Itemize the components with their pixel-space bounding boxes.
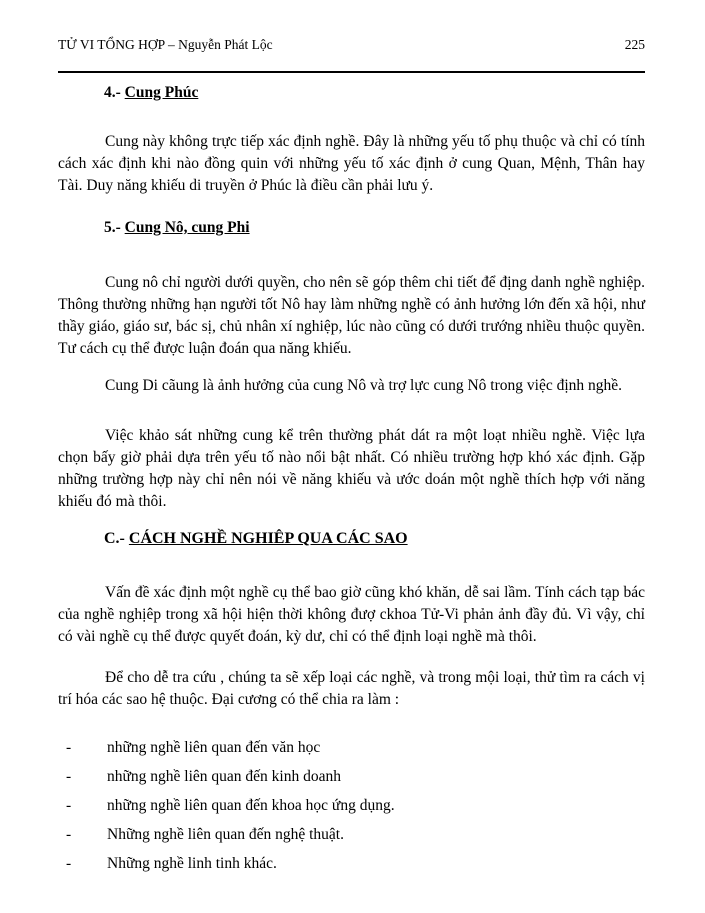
list-item-text: những nghề liên quan đến kinh doanh [107,768,341,785]
heading-number: C.- [104,530,125,547]
list-item [58,853,645,875]
list-item-text: Những nghề liên quan đến nghệ thuật. [107,826,344,843]
heading-title: CÁCH NGHỀ NGHIÊP QUA CÁC SAO [128,530,408,547]
paragraph-cung-phuc: Cung này không trực tiếp xác định nghề. Đây là những yếu tố phụ thuộc và chỉ có tính cách xác định khi nào đồng quin với những yếu tố xác định ở cung Quan, Mệnh, Thân hay Tài. Duy năng khiếu di truyền ở Phúc là điều cần phải lưu ý. [58,133,645,194]
paragraph-van-de: Vấn đề xác định một nghề cụ thể bao giờ cũng khó khăn, dễ sai lầm. Tính cách tạp bác của nghề nghịêp trong xã hội hiện thời không đượ ckhoa Tử-Vi phản ảnh đầy đủ. Vì vậy, chỉ có vài nghề cụ thể được quyết đoán, kỳ dư, chỉ có thể định loại nghề mà thôi. [58,584,645,645]
list-item-dash: - [66,768,72,785]
list-item-text: Những nghề linh tinh khác. [107,855,277,872]
heading-title: Cung Phúc [124,84,199,101]
paragraph-khao-sat: Việc khảo sát những cung kể trên thường phát dát ra một loạt nhiều nghề. Việc lựa chọn bấy giờ phải dựa trên yếu tố nào nổi bật nhất. Có nhiều trường hợp khó xác định. Gặp những trường hợp này chỉ nên nói về năng khiếu và ước doán một nghề thích hợp với năng khiếu đó mà thôi. [58,427,645,510]
paragraph-tra-cuu: Để cho dễ tra cứu , chúng ta sẽ xếp loại các nghề, và trong mội loại, thử tìm ra cách vị trí hóa các sao hệ thuộc. Đại cương có thể chia ra làm : [58,669,645,708]
list-item [58,766,645,788]
heading-number: 5.- [104,219,121,236]
list-item-dash: - [66,797,72,814]
page-header [58,0,645,53]
list-item-text: những nghề liên quan đến khoa học ứng dụng. [107,797,395,814]
list-item-dash: - [66,739,72,756]
section-heading-4 [58,83,645,103]
list-item-text: những nghề liên quan đến văn học [107,739,321,756]
category-list [58,737,645,875]
heading-number: 4.- [104,84,121,101]
running-title: TỬ VI TỔNG HỢP – Nguyễn Phát Lộc [58,37,273,52]
paragraph-cung-no-1: Cung nô chỉ người dưới quyền, cho nên sẽ góp thêm chi tiết để địng danh nghề nghiệp. Thông thường những hạn người tốt Nô hay làm những nghề có ảnh hưởng lớn đến xã hội, như thầy giáo, giáo sư, bác sị, chủ nhân xí nghiệp, lúc nào cũng có dưới trướng nhiều thuộc quyền. Tư cách cụ thể được luận đoán qua năng khiếu. [58,274,645,357]
section-heading-5 [58,218,645,238]
heading-title: Cung Nô, cung Phi [124,219,250,236]
list-item [58,824,645,846]
list-item [58,795,645,817]
list-item [58,737,645,759]
page-number: 225 [624,37,645,52]
paragraph-cung-di: Cung Di cãung là ảnh hưởng của cung Nô và trợ lực cung Nô trong việc định nghề. [105,377,623,394]
list-item-dash: - [66,826,72,843]
list-item-dash: - [66,855,72,872]
header-rule [58,71,645,73]
section-heading-c [58,529,645,549]
